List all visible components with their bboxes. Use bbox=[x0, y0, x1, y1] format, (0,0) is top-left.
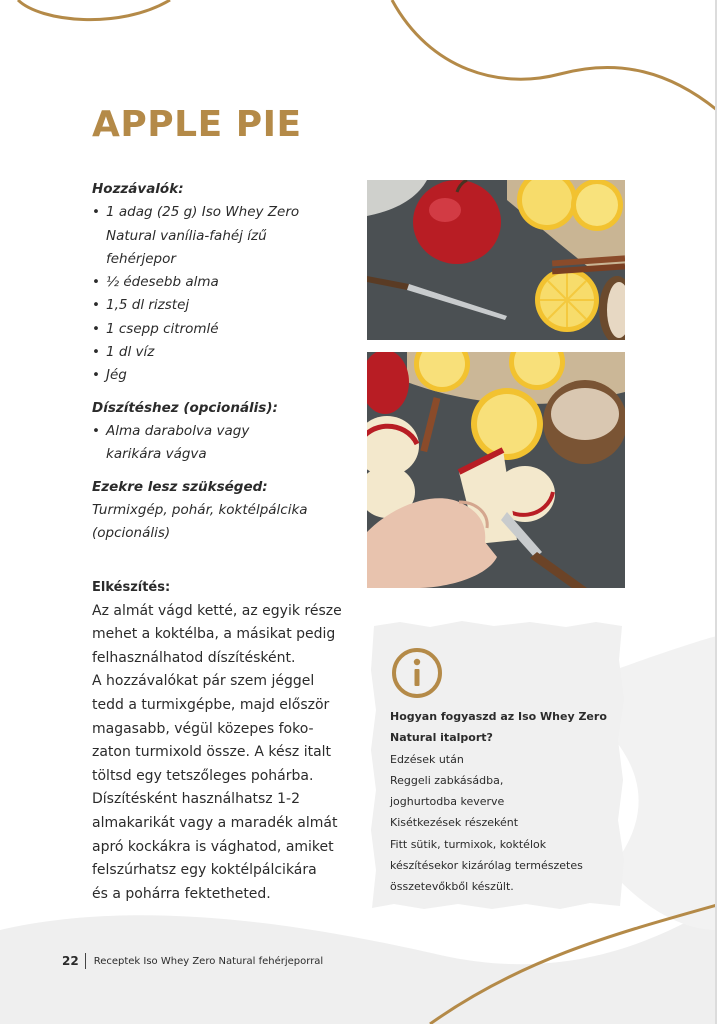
ingredients-heading: Hozzávalók: bbox=[92, 181, 184, 197]
preparation-heading: Elkészítés: bbox=[92, 580, 171, 595]
ingredients-list bbox=[92, 201, 357, 387]
info-question: Natural italport? bbox=[390, 731, 493, 745]
footer-text: Receptek Iso Whey Zero Natural fehérjeporral bbox=[93, 955, 324, 967]
gold-wave-top-right bbox=[392, 0, 717, 110]
ingredients-column bbox=[92, 178, 357, 545]
tools-heading: Ezekre lesz szükséged: bbox=[92, 478, 268, 495]
ingredient-item: • 1 adag (25 g) Iso Whey Zero Natural vanília-fahéj ízű fehérjepor bbox=[92, 201, 357, 271]
info-icon bbox=[391, 647, 443, 699]
preparation-line: tedd a turmixgépbe, majd először bbox=[92, 696, 330, 713]
info-answer-line: joghurtodba keverve bbox=[390, 795, 505, 809]
decoration-item: • Alma darabolva vagy karikára vágva bbox=[92, 420, 357, 467]
info-text bbox=[390, 706, 618, 898]
ingredient-item: • 1 dl víz bbox=[92, 341, 357, 364]
decoration-heading: Díszítéshez (opcionális): bbox=[92, 399, 278, 416]
preparation-section bbox=[92, 576, 352, 906]
preparation-line: A hozzávalókat pár szem jéggel bbox=[92, 673, 315, 690]
info-card bbox=[370, 620, 626, 910]
photo-apple-lemons bbox=[367, 180, 625, 340]
preparation-line: apró kockákra is vághatod, amiket bbox=[92, 838, 334, 855]
gold-wave-top-left bbox=[18, 0, 170, 20]
preparation-line: töltsd egy tetszőleges pohárba. bbox=[92, 767, 314, 784]
info-answer-line: összetevőkből készült. bbox=[390, 880, 514, 894]
preparation-line: Az almát vágd ketté, az egyik része bbox=[92, 602, 342, 619]
page-number: 22 bbox=[62, 954, 79, 968]
info-answer-line: Fitt sütik, turmixok, koktélok bbox=[390, 837, 547, 851]
ingredient-item: • 1 csepp citromlé bbox=[92, 318, 357, 341]
preparation-line: mehet a koktélba, a másikat pedig bbox=[92, 626, 336, 643]
ingredient-item: • ½ édesebb alma bbox=[92, 271, 357, 294]
info-question: Hogyan fogyaszd az Iso Whey Zero bbox=[390, 710, 607, 723]
preparation-line: felszúrhatsz egy koktélpálcikára bbox=[92, 862, 317, 879]
recipe-title: APPLE PIE bbox=[92, 104, 302, 145]
info-answer-line: készítésekor kizárólag természetes bbox=[390, 859, 583, 873]
preparation-line: zaton turmixold össze. A kész italt bbox=[92, 744, 332, 761]
preparation-line: felhasználhatod díszítésként. bbox=[92, 649, 296, 666]
preparation-line: almakarikát vagy a maradék almát bbox=[92, 814, 338, 831]
tools-text: Turmixgép, pohár, koktélpálcika (opcionális) bbox=[92, 501, 308, 542]
ingredient-item: • Jég bbox=[92, 364, 357, 387]
footer-divider bbox=[85, 953, 86, 969]
info-answer-line: Edzések után bbox=[390, 752, 464, 766]
page-footer bbox=[62, 952, 323, 970]
info-answer-line: Kisétkezések részeként bbox=[390, 816, 519, 830]
info-answer-line: Reggeli zabkásádba, bbox=[390, 773, 504, 787]
photo-cutting-apple bbox=[367, 352, 625, 588]
preparation-line: Díszítésként használhatsz 1-2 bbox=[92, 791, 300, 808]
preparation-line: magasabb, végül közepes foko- bbox=[92, 720, 314, 737]
decoration-list bbox=[92, 420, 357, 467]
ingredient-item: • 1,5 dl rizstej bbox=[92, 294, 357, 317]
preparation-line: és a pohárra fektetheted. bbox=[92, 885, 271, 902]
